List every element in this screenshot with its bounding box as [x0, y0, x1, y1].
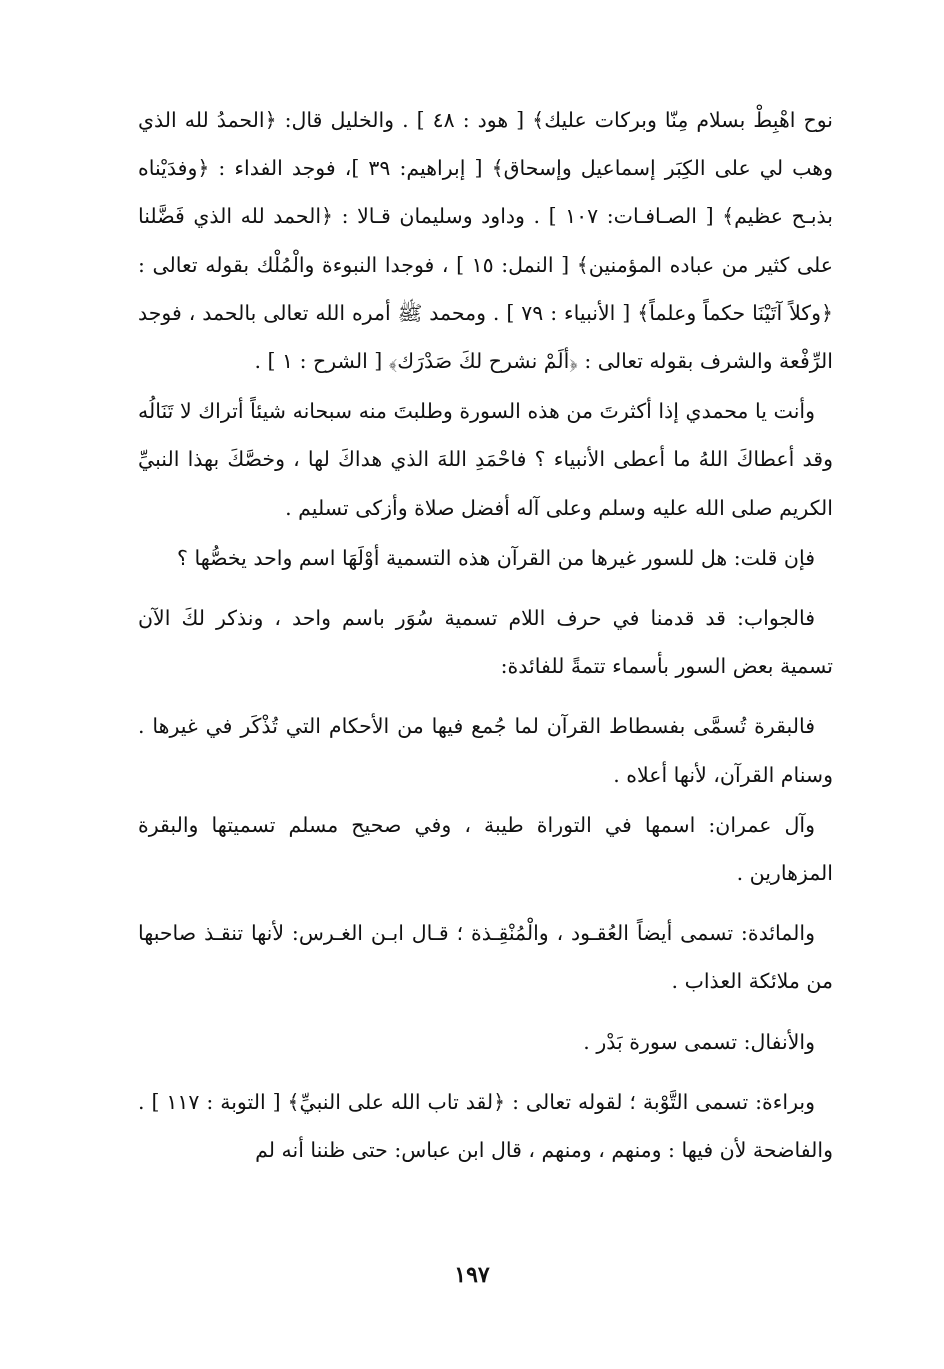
page-body [138, 96, 833, 1176]
paragraph-al-imran: وآل عمران: اسمها في التوراة طيبة ، وفي صحيح مسلم تسميتها والبقرة المزهارين . [138, 812, 833, 886]
paragraph-question: فإن قلت: هل للسور غيرها من القرآن هذه التسمية أوْلَهَا اسم واحد يخصُّها ؟ [177, 545, 815, 570]
paragraph-baraa: وبراءة: تسمى التَّوْبة ؛ لقوله تعالى : ﴿لقد تاب الله على النبيِّ﴾ [ التوبة : ١١٧ ] . والفاضحة لأن فيها : ومنهم ، ومنهم ، قال ابن عباس: حتى ظننا أنه لم [138, 1089, 833, 1163]
paragraph-muhammadi-advice: وأنت يا محمدي إذا أكثرتَ من هذه السورة وطلبتَ منه سبحانه شيئاً أتراك لا تَنَالُه وقد أعطاكَ اللهُ ما أعطى الأنبياء ؟ فاحْمَدِ اللهَ الذي هداكَ لها ، وخصَّكَ بهذا النبيِّ الكريم صلى الله عليه وسلم وعلى آله أفضل صلاة وأزكى تسليم . [138, 399, 833, 520]
paragraph-answer: فالجواب: قد قدمنا في حرف اللام تسمية سُوَر باسم واحد ، ونذكر لكَ الآن تسمية بعض السور بأسماء تتمةً للفائدة: [138, 606, 833, 679]
page-number: ١٩٧ [454, 1262, 490, 1288]
paragraph-maida: والمائدة: تسمى أيضاً العُقـود ، والْمُنْقِـذة ؛ قـال ابـن الغـرس: لأنها تنقـذ صاحبها من ملائكة العذاب . [138, 921, 833, 994]
paragraph-baqara: فالبقرة تُسمَّى بفسطاط القرآن لما جُمع فيها من الأحكام التي تُذْكَر في غيرها . وسنام القرآن، لأنها أعلاه . [138, 714, 833, 787]
paragraph-anfal: والأنفال: تسمى سورة بَدْر . [583, 1029, 815, 1054]
paragraph-prophets-praise: نوح اهْبِطْ بسلام مِنّا وبركات عليك﴾ [ هود : ٤٨ ] . والخليل قال: ﴿الحمدُ لله الذي وهب لي على الكِبَر إسماعيل وإسحاق﴾ [ إبراهيم: ٣٩ ]، فوجد الفداء : ﴿وفدَيْناه بذبـح عظيم﴾ [ الصـافـات: ١٠٧ ] . وداود وسليمان قـالا : ﴿الحمد لله الذي فَضَّلنا على كثير من عباده المؤمنين﴾ [ النمل: ١٥ ] ، فوجدا النبوءة والْمُلْك بقوله تعالى : ﴿وكلاً آتَيْنَا حكماً وعلماً﴾ [ الأنبياء : ٧٩ ] . ومحمد ﷺ أمره الله تعالى بالحمد ، فوجد الرِّفْعة والشرف بقوله تعالى : ﴿ألَمْ نشرح لكَ صَدْرَك﴾ [ الشرح : ١ ] . [138, 108, 833, 374]
